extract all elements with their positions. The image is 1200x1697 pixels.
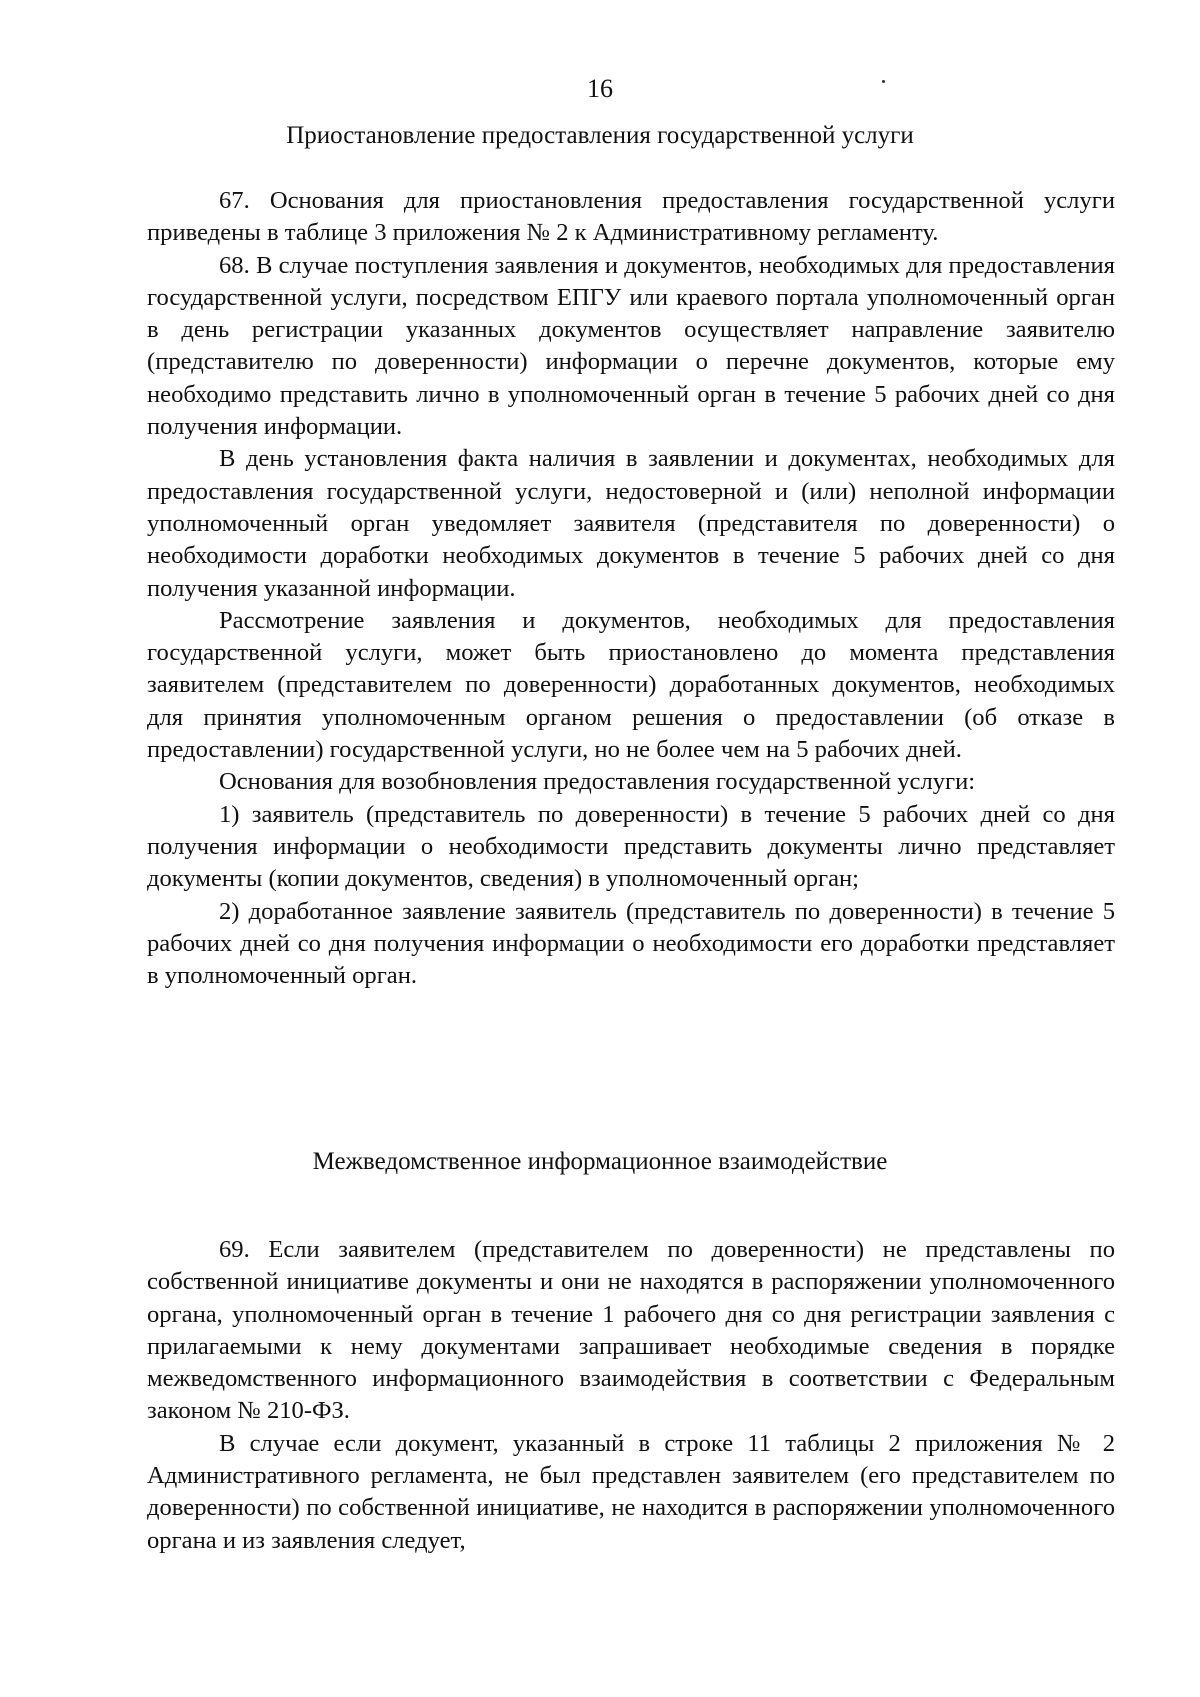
paragraph-67: 67. Основания для приостановления предоставления государственной услуги приведены в таблице 3 приложения № 2 к Административному регламенту. bbox=[147, 187, 1115, 247]
paragraph-69: 69. Если заявителем (представителем по доверенности) не представлены по собственной инициативе документы и они не находятся в распоряжении уполномоченного органа, уполномоченный орган в течение 1 рабочего дня со дня регистрации заявления с прилагаемыми к нему документами запрашивает необходимые сведения в порядке межведомственного информационного взаимодействия в соответствии с Федеральным законом № 210-ФЗ. bbox=[147, 1236, 1115, 1425]
list-item-2: 2) доработанное заявление заявитель (представитель по доверенности) в течение 5 рабочих дней со дня получения информации о необходимости его доработки представляет в уполномоченный орган. bbox=[147, 897, 1115, 990]
paragraph-68-suspension-term: Рассмотрение заявления и документов, необходимых для предоставления государственной услуги, может быть приостановлено до момента представления заявителем (представителем по доверенности) доработанных документов, необходимых для принятия уполномоченным органом решения о предоставлении (об отказе в предоставлении) государственной услуги, но не более чем на 5 рабочих дней. bbox=[147, 606, 1115, 764]
section-body-suspension bbox=[147, 185, 1115, 992]
page-number: 16 bbox=[587, 74, 613, 103]
section-body-interagency bbox=[147, 1234, 1115, 1557]
paragraph-68-resumption-grounds: Основания для возобновления предоставления государственной услуги: bbox=[219, 768, 976, 796]
paragraph-68-incomplete-info: В день установления факта наличия в заявлении и документах, необходимых для предоставления государственной услуги, недостоверной и (или) неполной информации уполномоченный орган уведомляет заявителя (представителя по доверенности) о необходимости доработки необходимых документов в течение 5 рабочих дней со дня получения указанной информации. bbox=[147, 445, 1115, 602]
section-title-suspension: Приостановление предоставления государственной услуги bbox=[286, 122, 914, 149]
list-item-1: 1) заявитель (представитель по доверенности) в течение 5 рабочих дней со дня получения информации о необходимости представить документы лично представляет документы (копии документов, сведения) в уполномоченный орган; bbox=[147, 800, 1115, 893]
paragraph-69-continued: В случае если документ, указанный в строке 11 таблицы 2 приложения № 2 Административного регламента, не был представлен заявителем (его представителем по доверенности) по собственной инициативе, не находится в распоряжении уполномоченного органа и из заявления следует, bbox=[147, 1429, 1115, 1554]
section-title-interagency: Межведомственное информационное взаимодействие bbox=[312, 1148, 888, 1175]
scan-speck bbox=[882, 80, 885, 83]
paragraph-68: 68. В случае поступления заявления и документов, необходимых для предоставления государственной услуги, посредством ЕПГУ или краевого портала уполномоченный орган в день регистрации указанных документов осуществляет направление заявителю (представителю по доверенности) информации о перечне документов, которые ему необходимо представить лично в уполномоченный орган в течение 5 рабочих дней со дня получения информации. bbox=[147, 251, 1115, 441]
